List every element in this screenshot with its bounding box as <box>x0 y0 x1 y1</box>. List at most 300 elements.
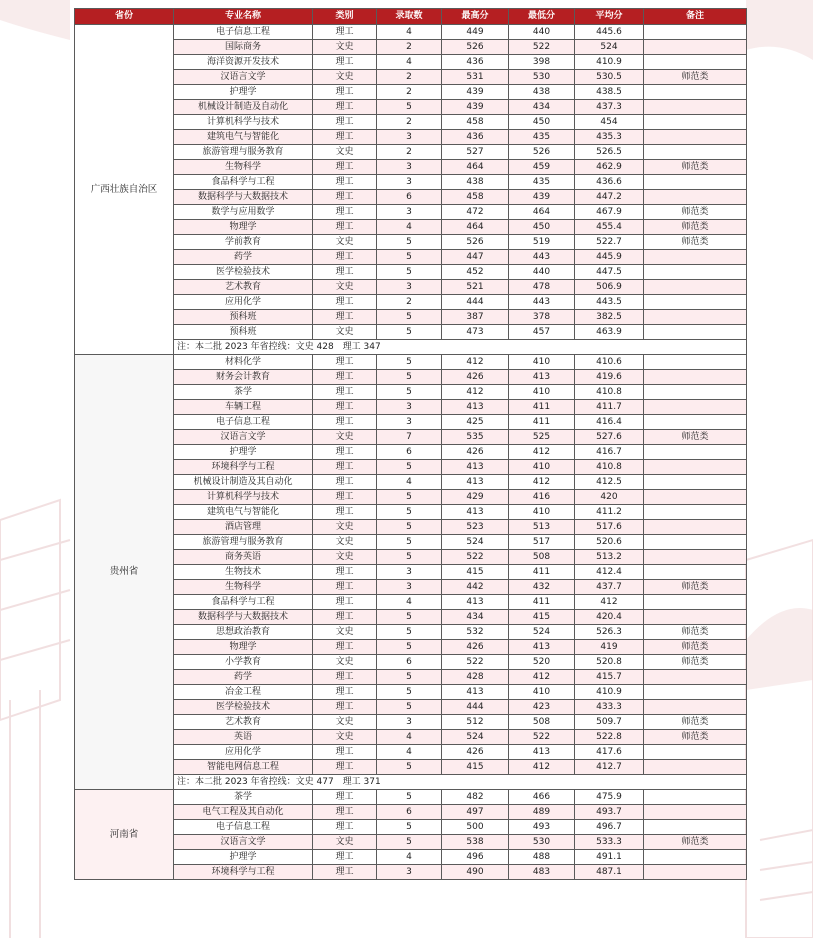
table-cell: 物理学 <box>174 220 313 235</box>
table-cell <box>644 280 747 295</box>
table-cell <box>644 595 747 610</box>
table-cell: 文史 <box>313 835 377 850</box>
table-cell: 432 <box>509 580 575 595</box>
table-cell: 5 <box>377 370 442 385</box>
table-cell <box>644 805 747 820</box>
table-cell: 497 <box>442 805 509 820</box>
table-cell: 517 <box>509 535 575 550</box>
table-header-row <box>75 9 747 25</box>
table-cell: 理工 <box>313 460 377 475</box>
table-cell: 5 <box>377 310 442 325</box>
table-cell <box>644 700 747 715</box>
table-cell <box>644 190 747 205</box>
table-cell: 理工 <box>313 415 377 430</box>
table-cell: 531 <box>442 70 509 85</box>
table-row <box>75 745 747 760</box>
table-row <box>75 685 747 700</box>
table-cell: 3 <box>377 565 442 580</box>
table-cell: 473 <box>442 325 509 340</box>
table-cell: 442 <box>442 580 509 595</box>
table-cell: 3 <box>377 715 442 730</box>
table-row <box>75 70 747 85</box>
table-cell <box>644 400 747 415</box>
table-row <box>75 490 747 505</box>
table-cell: 466 <box>509 790 575 805</box>
table-cell: 理工 <box>313 505 377 520</box>
table-cell: 449 <box>442 25 509 40</box>
table-cell <box>644 865 747 880</box>
table-cell: 464 <box>509 205 575 220</box>
table-cell: 理工 <box>313 850 377 865</box>
table-cell: 467.9 <box>575 205 644 220</box>
table-cell: 师范类 <box>644 715 747 730</box>
table-cell: 378 <box>509 310 575 325</box>
table-row <box>75 100 747 115</box>
column-header: 省份 <box>75 9 174 25</box>
table-cell: 茶学 <box>174 385 313 400</box>
table-cell: 汉语言文学 <box>174 835 313 850</box>
table-cell: 5 <box>377 250 442 265</box>
table-cell: 理工 <box>313 160 377 175</box>
table-cell: 410.9 <box>575 55 644 70</box>
table-cell: 理工 <box>313 820 377 835</box>
table-cell: 小学教育 <box>174 655 313 670</box>
table-cell: 526 <box>442 235 509 250</box>
table-cell: 文史 <box>313 730 377 745</box>
table-cell: 412 <box>509 475 575 490</box>
table-row <box>75 190 747 205</box>
table-cell: 464 <box>442 220 509 235</box>
table-cell: 464 <box>442 160 509 175</box>
table-row <box>75 655 747 670</box>
table-cell: 463.9 <box>575 325 644 340</box>
table-cell: 496 <box>442 850 509 865</box>
table-row <box>75 625 747 640</box>
table-cell: 416.7 <box>575 445 644 460</box>
table-cell: 理工 <box>313 445 377 460</box>
table-cell: 智能电网信息工程 <box>174 760 313 775</box>
table-cell: 3 <box>377 160 442 175</box>
table-cell: 426 <box>442 745 509 760</box>
table-cell: 理工 <box>313 790 377 805</box>
table-cell: 434 <box>509 100 575 115</box>
table-cell: 457 <box>509 325 575 340</box>
table-cell: 438.5 <box>575 85 644 100</box>
table-cell: 应用化学 <box>174 295 313 310</box>
table-cell: 435.3 <box>575 130 644 145</box>
table-cell: 建筑电气与智能化 <box>174 505 313 520</box>
table-cell: 426 <box>442 445 509 460</box>
table-cell: 4 <box>377 475 442 490</box>
table-cell: 472 <box>442 205 509 220</box>
table-row <box>75 280 747 295</box>
table-row <box>75 160 747 175</box>
table-cell: 理工 <box>313 355 377 370</box>
table-cell: 443.5 <box>575 295 644 310</box>
table-cell: 5 <box>377 820 442 835</box>
table-cell: 435 <box>509 175 575 190</box>
table-row <box>75 145 747 160</box>
table-cell: 理工 <box>313 580 377 595</box>
table-row <box>75 295 747 310</box>
table-cell: 师范类 <box>644 625 747 640</box>
table-cell: 520.8 <box>575 655 644 670</box>
table-cell: 412.7 <box>575 760 644 775</box>
table-cell: 526.5 <box>575 145 644 160</box>
column-header: 最低分 <box>509 9 575 25</box>
table-cell: 药学 <box>174 670 313 685</box>
table-cell: 428 <box>442 670 509 685</box>
table-cell: 413 <box>442 505 509 520</box>
table-cell <box>644 490 747 505</box>
table-row <box>75 235 747 250</box>
table-cell: 455.4 <box>575 220 644 235</box>
table-cell: 3 <box>377 130 442 145</box>
table-cell: 5 <box>377 235 442 250</box>
table-cell: 382.5 <box>575 310 644 325</box>
table-cell: 410.6 <box>575 355 644 370</box>
table-row <box>75 445 747 460</box>
table-cell: 5 <box>377 685 442 700</box>
table-cell: 522.7 <box>575 235 644 250</box>
table-cell: 理工 <box>313 745 377 760</box>
table-cell: 理工 <box>313 670 377 685</box>
table-cell: 环境科学与工程 <box>174 865 313 880</box>
table-cell: 513.2 <box>575 550 644 565</box>
table-cell <box>644 145 747 160</box>
table-row <box>75 730 747 745</box>
table-row <box>75 565 747 580</box>
table-cell: 530.5 <box>575 70 644 85</box>
table-cell: 411.7 <box>575 400 644 415</box>
table-cell: 6 <box>377 655 442 670</box>
table-row <box>75 790 747 805</box>
table-cell <box>644 820 747 835</box>
table-cell: 387 <box>442 310 509 325</box>
table-cell: 3 <box>377 280 442 295</box>
table-cell: 413 <box>442 460 509 475</box>
table-row <box>75 850 747 865</box>
table-cell <box>644 295 747 310</box>
table-cell <box>644 385 747 400</box>
table-cell <box>644 175 747 190</box>
table-cell: 财务会计教育 <box>174 370 313 385</box>
table-row <box>75 715 747 730</box>
table-cell: 447.5 <box>575 265 644 280</box>
table-cell: 410 <box>509 355 575 370</box>
table-row <box>75 55 747 70</box>
table-cell: 411 <box>509 400 575 415</box>
table-cell: 508 <box>509 715 575 730</box>
table-cell: 艺术教育 <box>174 715 313 730</box>
table-row <box>75 580 747 595</box>
table-row <box>75 85 747 100</box>
note-row <box>75 340 747 355</box>
table-cell: 环境科学与工程 <box>174 460 313 475</box>
table-cell: 食品科学与工程 <box>174 175 313 190</box>
table-cell: 思想政治教育 <box>174 625 313 640</box>
table-cell: 理工 <box>313 640 377 655</box>
table-row <box>75 325 747 340</box>
table-cell: 理工 <box>313 55 377 70</box>
table-cell: 506.9 <box>575 280 644 295</box>
table-row <box>75 700 747 715</box>
table-cell: 理工 <box>313 475 377 490</box>
table-cell <box>644 25 747 40</box>
table-cell: 458 <box>442 190 509 205</box>
table-cell: 500 <box>442 820 509 835</box>
table-cell <box>644 310 747 325</box>
table-cell: 2 <box>377 40 442 55</box>
table-cell: 理工 <box>313 490 377 505</box>
table-cell: 国际商务 <box>174 40 313 55</box>
table-cell: 411 <box>509 595 575 610</box>
table-cell: 417.6 <box>575 745 644 760</box>
table-cell: 433.3 <box>575 700 644 715</box>
table-cell: 475.9 <box>575 790 644 805</box>
table-cell <box>644 460 747 475</box>
table-cell: 3 <box>377 205 442 220</box>
table-cell: 文史 <box>313 70 377 85</box>
table-cell: 413 <box>442 685 509 700</box>
table-cell: 理工 <box>313 310 377 325</box>
column-header: 最高分 <box>442 9 509 25</box>
province-cell: 广西壮族自治区 <box>75 25 174 355</box>
table-cell: 5 <box>377 550 442 565</box>
table-cell: 数学与应用数学 <box>174 205 313 220</box>
table-cell: 5 <box>377 490 442 505</box>
table-cell: 应用化学 <box>174 745 313 760</box>
table-cell: 3 <box>377 415 442 430</box>
column-header: 备注 <box>644 9 747 25</box>
table-cell: 商务英语 <box>174 550 313 565</box>
table-cell: 447 <box>442 250 509 265</box>
table-cell: 预科班 <box>174 310 313 325</box>
table-cell: 理工 <box>313 100 377 115</box>
table-cell: 英语 <box>174 730 313 745</box>
table-cell: 理工 <box>313 865 377 880</box>
table-cell: 3 <box>377 400 442 415</box>
table-cell: 预科班 <box>174 325 313 340</box>
table-row <box>75 130 747 145</box>
table-cell: 416.4 <box>575 415 644 430</box>
table-cell: 5 <box>377 640 442 655</box>
table-cell: 521 <box>442 280 509 295</box>
table-cell: 412 <box>442 385 509 400</box>
table-cell <box>644 40 747 55</box>
table-cell: 机械设计制造及其自动化 <box>174 475 313 490</box>
table-cell: 411 <box>509 565 575 580</box>
table-cell: 5 <box>377 325 442 340</box>
table-cell: 493 <box>509 820 575 835</box>
table-cell: 526.3 <box>575 625 644 640</box>
table-cell <box>644 550 747 565</box>
table-cell <box>644 265 747 280</box>
table-cell: 435 <box>509 130 575 145</box>
table-cell: 533.3 <box>575 835 644 850</box>
table-cell: 理工 <box>313 130 377 145</box>
table-cell: 412.5 <box>575 475 644 490</box>
table-cell: 523 <box>442 520 509 535</box>
table-cell: 5 <box>377 355 442 370</box>
table-cell: 医学检验技术 <box>174 700 313 715</box>
table-cell: 412 <box>509 760 575 775</box>
table-cell: 412 <box>509 670 575 685</box>
table-cell: 478 <box>509 280 575 295</box>
table-cell: 522 <box>509 730 575 745</box>
table-cell: 438 <box>509 85 575 100</box>
table-cell: 理工 <box>313 295 377 310</box>
table-cell: 524 <box>509 625 575 640</box>
table-cell: 汉语言文学 <box>174 70 313 85</box>
table-cell: 4 <box>377 220 442 235</box>
table-cell: 师范类 <box>644 835 747 850</box>
table-cell: 419 <box>575 640 644 655</box>
table-cell: 4 <box>377 595 442 610</box>
table-row <box>75 415 747 430</box>
table-cell: 师范类 <box>644 640 747 655</box>
table-cell: 522.8 <box>575 730 644 745</box>
table-cell: 527 <box>442 145 509 160</box>
table-cell: 490 <box>442 865 509 880</box>
table-cell: 5 <box>377 460 442 475</box>
table-cell: 458 <box>442 115 509 130</box>
table-cell: 4 <box>377 850 442 865</box>
table-cell <box>644 745 747 760</box>
table-cell: 4 <box>377 745 442 760</box>
table-cell: 425 <box>442 415 509 430</box>
table-cell: 护理学 <box>174 850 313 865</box>
table-cell: 416 <box>509 490 575 505</box>
table-cell: 3 <box>377 865 442 880</box>
table-cell <box>644 100 747 115</box>
table-cell: 443 <box>509 295 575 310</box>
table-cell: 517.6 <box>575 520 644 535</box>
table-cell: 建筑电气与智能化 <box>174 130 313 145</box>
table-cell: 520 <box>509 655 575 670</box>
table-row <box>75 175 747 190</box>
table-cell: 6 <box>377 805 442 820</box>
table-cell: 电气工程及其自动化 <box>174 805 313 820</box>
table-cell: 物理学 <box>174 640 313 655</box>
table-cell <box>644 475 747 490</box>
table-row <box>75 475 747 490</box>
table-cell: 423 <box>509 700 575 715</box>
table-cell: 计算机科学与技术 <box>174 115 313 130</box>
table-cell: 生物科学 <box>174 580 313 595</box>
table-cell: 5 <box>377 610 442 625</box>
table-cell <box>644 355 747 370</box>
table-row <box>75 835 747 850</box>
table-cell: 文史 <box>313 325 377 340</box>
table-cell: 526 <box>442 40 509 55</box>
table-row <box>75 670 747 685</box>
table-cell <box>644 370 747 385</box>
table-cell: 445.6 <box>575 25 644 40</box>
table-cell: 4 <box>377 730 442 745</box>
table-cell: 489 <box>509 805 575 820</box>
table-cell: 文史 <box>313 145 377 160</box>
table-cell: 410.8 <box>575 460 644 475</box>
table-cell: 487.1 <box>575 865 644 880</box>
table-cell: 电子信息工程 <box>174 415 313 430</box>
column-header: 专业名称 <box>174 9 313 25</box>
table-cell <box>644 760 747 775</box>
table-cell: 理工 <box>313 220 377 235</box>
table-cell: 理工 <box>313 205 377 220</box>
table-row <box>75 820 747 835</box>
table-cell: 生物科学 <box>174 160 313 175</box>
table-cell: 5 <box>377 670 442 685</box>
table-cell: 材料化学 <box>174 355 313 370</box>
table-cell: 519 <box>509 235 575 250</box>
table-cell: 426 <box>442 370 509 385</box>
table-cell: 410.8 <box>575 385 644 400</box>
table-cell: 436.6 <box>575 175 644 190</box>
table-cell: 524 <box>442 535 509 550</box>
table-cell <box>644 670 747 685</box>
table-body <box>75 25 747 880</box>
table-cell: 412 <box>575 595 644 610</box>
table-cell: 文史 <box>313 235 377 250</box>
table-cell: 439 <box>442 100 509 115</box>
table-cell: 522 <box>509 40 575 55</box>
table-cell: 437.3 <box>575 100 644 115</box>
table-cell: 海洋资源开发技术 <box>174 55 313 70</box>
province-cell: 河南省 <box>75 790 174 880</box>
table-row <box>75 805 747 820</box>
table-cell: 5 <box>377 505 442 520</box>
table-cell: 电子信息工程 <box>174 25 313 40</box>
table-cell: 理工 <box>313 685 377 700</box>
table-cell: 3 <box>377 175 442 190</box>
table-cell: 汉语言文学 <box>174 430 313 445</box>
table-cell <box>644 565 747 580</box>
table-cell: 茶学 <box>174 790 313 805</box>
table-row <box>75 460 747 475</box>
table-cell: 413 <box>509 370 575 385</box>
table-cell: 药学 <box>174 250 313 265</box>
table-cell: 530 <box>509 70 575 85</box>
table-cell: 410 <box>509 385 575 400</box>
table-cell: 数据科学与大数据技术 <box>174 190 313 205</box>
table-cell: 440 <box>509 25 575 40</box>
table-cell: 师范类 <box>644 205 747 220</box>
table-cell: 454 <box>575 115 644 130</box>
table-cell: 理工 <box>313 595 377 610</box>
table-cell: 4 <box>377 55 442 70</box>
column-header: 类别 <box>313 9 377 25</box>
table-cell: 420 <box>575 490 644 505</box>
table-cell: 2 <box>377 295 442 310</box>
table-cell: 2 <box>377 85 442 100</box>
table-row <box>75 520 747 535</box>
table-cell: 415 <box>509 610 575 625</box>
table-cell: 462.9 <box>575 160 644 175</box>
table-cell: 429 <box>442 490 509 505</box>
table-cell: 5 <box>377 535 442 550</box>
table-cell: 3 <box>377 580 442 595</box>
table-cell: 493.7 <box>575 805 644 820</box>
table-cell: 理工 <box>313 115 377 130</box>
table-cell: 理工 <box>313 265 377 280</box>
table-cell: 434 <box>442 610 509 625</box>
table-cell <box>644 250 747 265</box>
table-cell: 理工 <box>313 250 377 265</box>
admission-score-table-sheet <box>74 8 746 880</box>
table-cell: 450 <box>509 220 575 235</box>
table-cell: 理工 <box>313 370 377 385</box>
